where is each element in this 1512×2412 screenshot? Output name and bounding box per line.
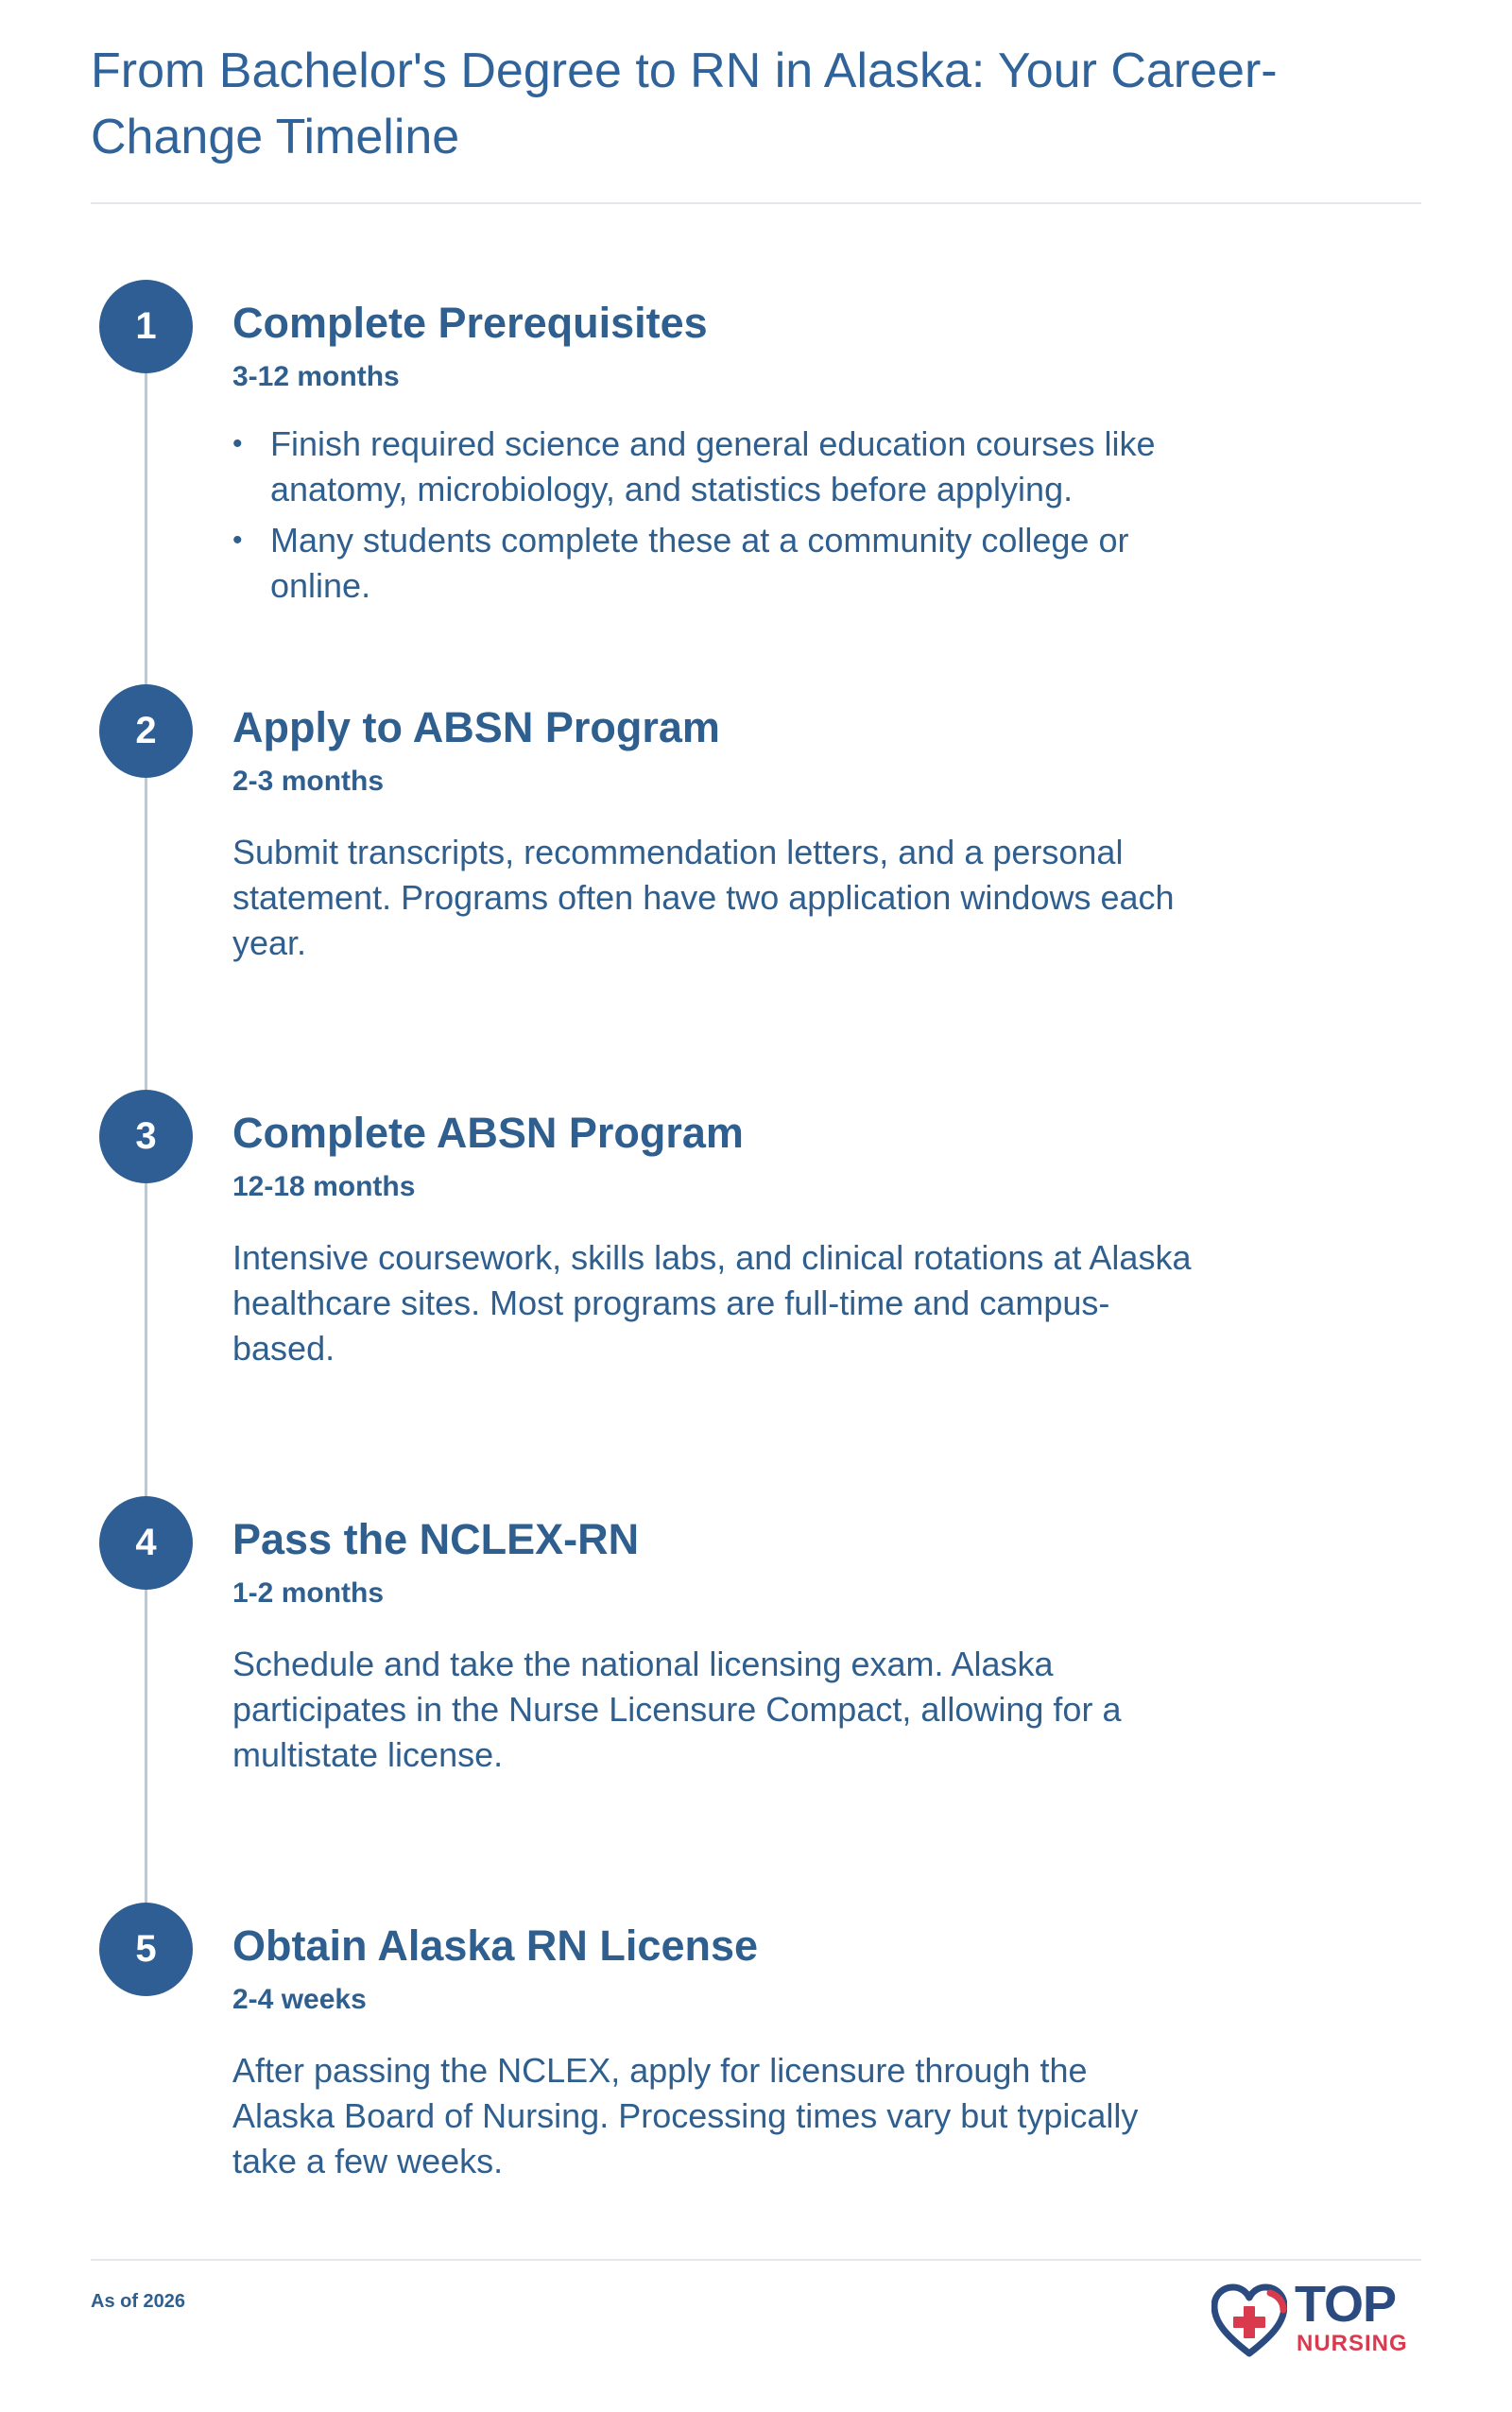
step-number-badge: 2 xyxy=(99,684,193,778)
top-nursing-logo xyxy=(1211,2278,1421,2363)
step-duration: 2-3 months xyxy=(232,766,385,797)
step-number-badge: 1 xyxy=(99,280,193,373)
step-description: Schedule and take the national licensing exam. Alaska participates in the Nurse Licensure Compact, allowing for a multistate license. xyxy=(232,1645,1122,1774)
header-divider xyxy=(91,202,1421,204)
step-title: Obtain Alaska RN License xyxy=(232,1921,759,1970)
logo-wordmark-top: TOP xyxy=(1295,2276,1397,2333)
step-title: Pass the NCLEX-RN xyxy=(232,1515,640,1563)
step-bullet: • Finish required science and general education courses like anatomy, microbiology, and statistics before applying. xyxy=(232,422,1196,512)
step-title: Complete Prerequisites xyxy=(232,299,708,347)
step-title: Apply to ABSN Program xyxy=(232,703,720,751)
step-description: After passing the NCLEX, apply for licensure through the Alaska Board of Nursing. Processing times vary but typically take a few weeks. xyxy=(232,2051,1139,2180)
step-duration: 2-4 weeks xyxy=(232,1984,367,2015)
step-number-badge: 5 xyxy=(99,1903,193,1996)
step-duration: 12-18 months xyxy=(232,1171,416,1202)
step-duration: 1-2 months xyxy=(232,1577,385,1609)
step-description: Submit transcripts, recommendation letters, and a personal statement. Programs often have two application windows each year. xyxy=(232,833,1175,962)
step-title: Complete ABSN Program xyxy=(232,1109,744,1157)
page-title: From Bachelor's Degree to RN in Alaska: Your Career-Change Timeline xyxy=(91,43,1278,164)
footer-divider xyxy=(91,2259,1421,2261)
step-bullet-list xyxy=(232,422,1196,614)
step-description: Intensive coursework, skills labs, and clinical rotations at Alaska healthcare sites. Most programs are full-time and campus-based. xyxy=(232,1238,1192,1368)
as-of-date: As of 2026 xyxy=(91,2291,186,2312)
step-duration: 3-12 months xyxy=(232,361,400,392)
logo-wordmark-bottom: NURSING xyxy=(1297,2331,1408,2356)
step-bullet: • Many students complete these at a community college or online. xyxy=(232,518,1196,609)
heart-cross-icon xyxy=(1211,2283,1287,2357)
step-number-badge: 3 xyxy=(99,1090,193,1183)
step-number-badge: 4 xyxy=(99,1496,193,1590)
